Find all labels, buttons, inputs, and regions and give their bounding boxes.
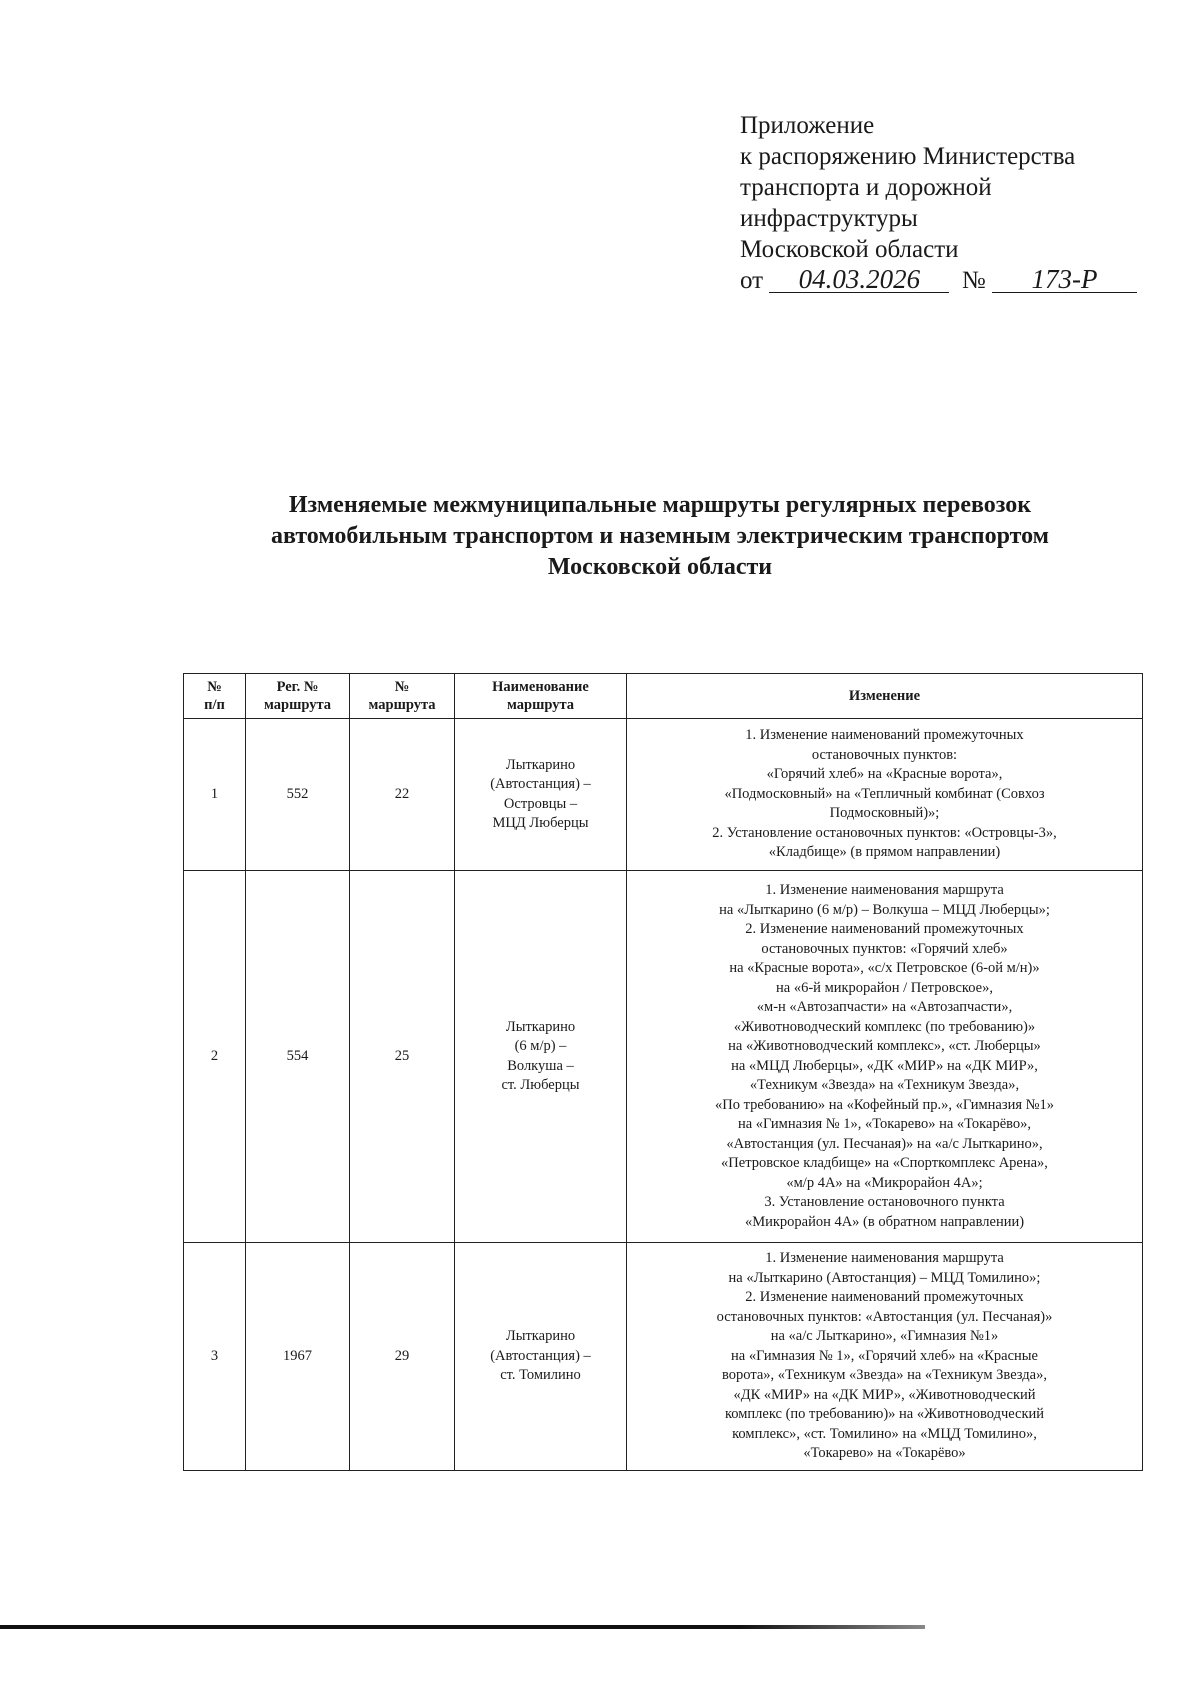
route-name-line: ст. Томилино (500, 1367, 581, 1384)
change-line: на «Лыткарино (Автостанция) – МЦД Томилино»; (728, 1269, 1041, 1286)
change-line: комплекс (по требованию)» на «Животноводческий (724, 1406, 1045, 1423)
change-line: «Подмосковный» на «Тепличный комбинат (Совхоз (724, 785, 1045, 802)
change-line: «Горячий хлеб» на «Красные ворота», (766, 766, 1003, 783)
change-line: 2. Установление остановочных пунктов: «Островцы-3», (712, 824, 1057, 841)
cell-change (627, 871, 1143, 1243)
header-route-number: № маршрута (350, 674, 455, 719)
title-line: Московской области (547, 554, 773, 580)
cell-change (627, 1243, 1143, 1471)
header-reg-number: Рег. № маршрута (246, 674, 350, 719)
appendix-block (740, 110, 1160, 296)
change-line: на «Животноводческий комплекс», «ст. Люберцы» (728, 1038, 1041, 1054)
cell-num: 2 (184, 871, 246, 1243)
cell-reg-number: 1967 (246, 1243, 350, 1471)
cell-route-name (455, 1243, 627, 1471)
route-name-line: Островцы – (503, 795, 578, 812)
route-name-line: (Автостанция) – (490, 776, 591, 792)
change-line: «Автостанция (ул. Песчаная)» на «а/с Лыткарино», (726, 1135, 1043, 1152)
from-label: от (740, 267, 764, 294)
route-name-line: Лыткарино (505, 1018, 576, 1035)
cell-reg-number: 554 (246, 871, 350, 1243)
route-name-line: Лыткарино (505, 1328, 576, 1345)
change-line: 2. Изменение наименований промежуточных (745, 921, 1024, 937)
cell-num: 1 (184, 719, 246, 871)
change-line: на «МЦД Люберцы», «ДК «МИР» на «ДК МИР», (731, 1057, 1038, 1074)
change-line: 3. Установление остановочного пункта (764, 1194, 1005, 1210)
appendix-line: Приложение (740, 112, 875, 139)
change-line: на «Гимназия № 1», «Горячий хлеб» на «Красные (731, 1347, 1038, 1364)
change-line: остановочных пунктов: «Горячий хлеб» (761, 940, 1008, 957)
number-label: № (961, 267, 986, 294)
routes-table (183, 673, 1143, 1471)
change-line: ворота», «Техникум «Звезда» на «Техникум Звезда», (722, 1367, 1047, 1384)
change-line: «м-н «Автозапчасти» на «Автозапчасти», (756, 999, 1013, 1015)
table-row (184, 719, 1143, 871)
cell-route-name (455, 719, 627, 871)
change-line: остановочных пунктов: «Автостанция (ул. Песчаная)» (716, 1308, 1053, 1325)
appendix-line: транспорта и дорожной (740, 174, 992, 201)
change-line: 1. Изменение наименования маршрута (765, 882, 1004, 898)
route-name-line: Лыткарино (505, 756, 576, 773)
cell-route-number: 22 (350, 719, 455, 871)
appendix-line: Московской области (740, 236, 959, 263)
change-line: 1. Изменение наименований промежуточных (745, 727, 1024, 744)
change-line: «Токарево» на «Токарёво» (803, 1445, 966, 1462)
change-line: «Петровское кладбище» на «Спорткомплекс Арена», (721, 1155, 1048, 1171)
table-row (184, 871, 1143, 1243)
title-line: Изменяемые межмуниципальные маршруты регулярных перевозок (288, 492, 1032, 518)
cell-change (627, 719, 1143, 871)
change-line: «Техникум «Звезда» на «Техникум Звезда», (749, 1077, 1020, 1093)
change-line: «ДК «МИР» на «ДК МИР», «Животноводческий (733, 1386, 1036, 1403)
table-row (184, 1243, 1143, 1471)
change-line: комплекс», «ст. Томилино» на «МЦД Томилино», (732, 1425, 1037, 1442)
appendix-line: к распоряжению Министерства (740, 143, 1076, 170)
change-line: на «6-й микрорайон / Петровское», (776, 979, 993, 996)
change-line: «Кладбище» (в прямом направлении) (768, 844, 1001, 861)
change-line: «Животноводческий комплекс (по требованию)» (733, 1018, 1036, 1035)
change-line: на «Лыткарино (6 м/р) – Волкуша – МЦД Люберцы»; (719, 901, 1050, 918)
header-change: Изменение (627, 674, 1143, 719)
header-route-name: Наименование маршрута (455, 674, 627, 719)
change-line: 2. Изменение наименований промежуточных (745, 1289, 1024, 1306)
header-num: № п/п (184, 674, 246, 719)
route-name-line: (6 м/р) – (514, 1038, 567, 1054)
change-line: на «Гимназия № 1», «Токарево» на «Токарёво», (737, 1116, 1032, 1132)
route-name-line: Волкуша – (507, 1057, 574, 1074)
route-name-line: ст. Люберцы (501, 1077, 580, 1093)
change-line: «По требованию» на «Кофейный пр.», «Гимназия №1» (715, 1096, 1054, 1113)
change-line: Подмосковный)»; (829, 805, 940, 822)
title-line: автомобильным транспортом и наземным электрическим транспортом (270, 523, 1050, 549)
cell-num: 3 (184, 1243, 246, 1471)
change-line: «Микрорайон 4А» (в обратном направлении) (744, 1213, 1025, 1230)
handwritten-number: 173-Р (992, 266, 1137, 293)
handwritten-date: 04.03.2026 (769, 266, 949, 293)
appendix-line: инфраструктуры (740, 205, 918, 232)
table-header-row (184, 674, 1143, 719)
scan-edge-line (0, 1625, 925, 1629)
change-line: «м/р 4А» на «Микрорайон 4А»; (786, 1174, 983, 1191)
change-line: на «а/с Лыткарино», «Гимназия №1» (770, 1328, 999, 1345)
cell-route-number: 29 (350, 1243, 455, 1471)
change-line: остановочных пунктов: (811, 746, 958, 763)
route-name-line: (Автостанция) – (490, 1347, 591, 1364)
appendix-date-line (740, 265, 1160, 296)
cell-route-number: 25 (350, 871, 455, 1243)
cell-route-name (455, 871, 627, 1243)
change-line: 1. Изменение наименования маршрута (765, 1250, 1004, 1267)
cell-reg-number: 552 (246, 719, 350, 871)
change-line: на «Красные ворота», «с/х Петровское (6-ой м/н)» (729, 960, 1040, 976)
document-title (180, 490, 1140, 583)
route-name-line: МЦД Люберцы (492, 815, 589, 831)
